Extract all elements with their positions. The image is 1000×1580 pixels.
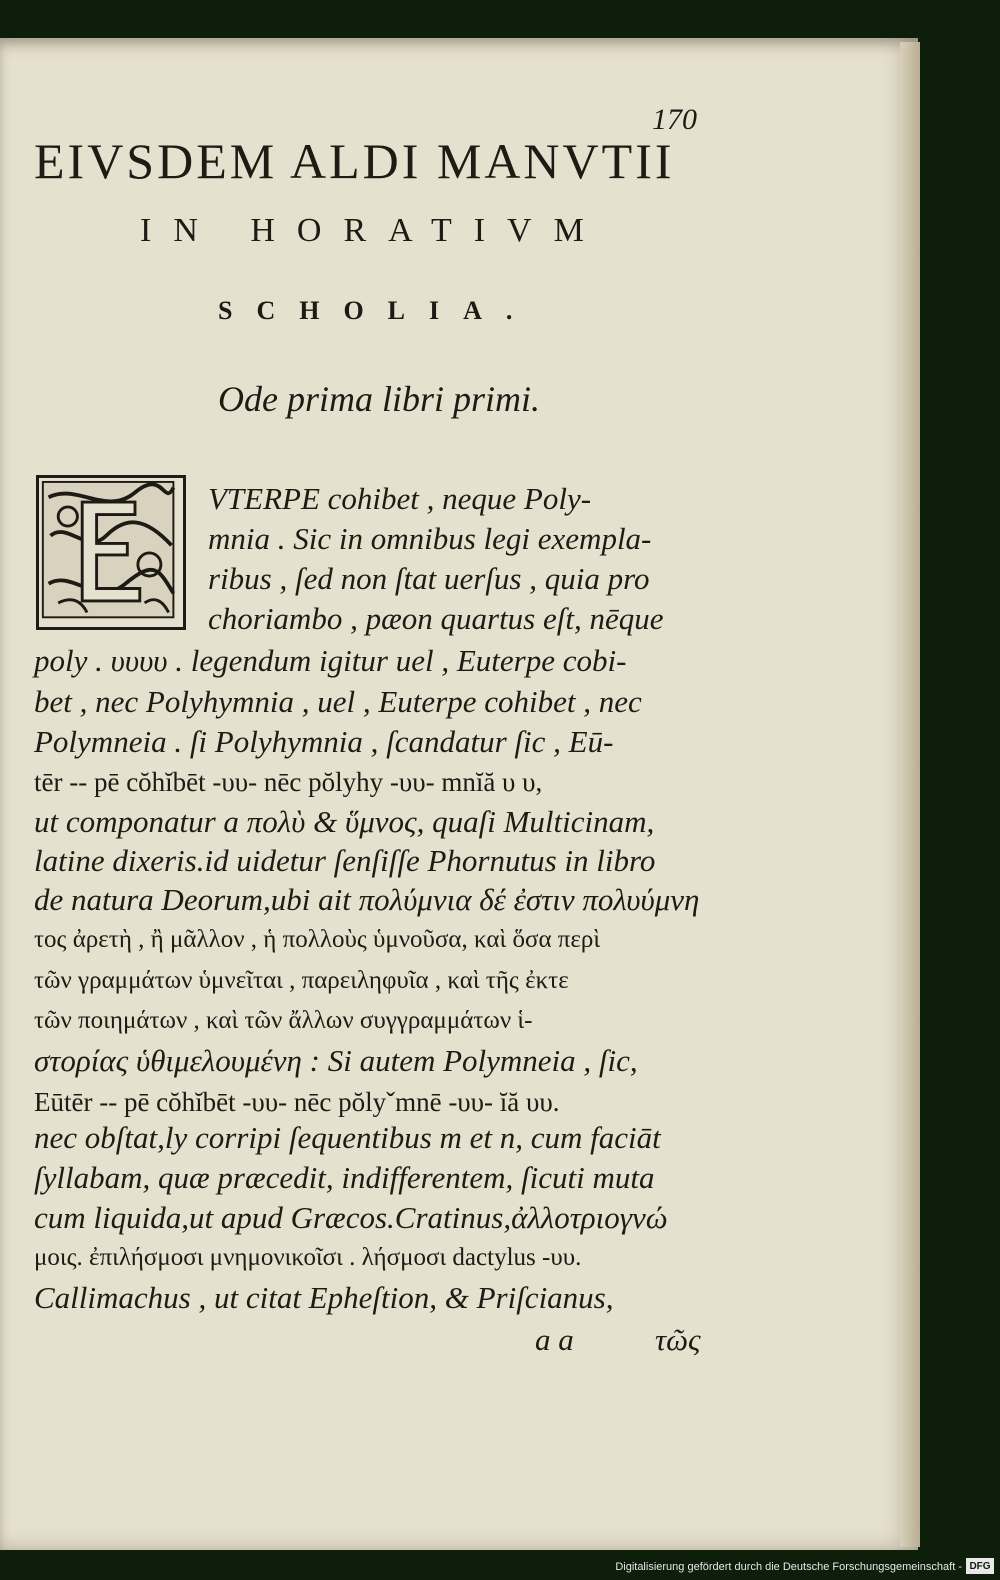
signature-mark: a a (535, 1322, 574, 1357)
text-line: latine dixeris.id uidetur ſenſiſſe Phornutus in libro (34, 843, 656, 878)
page-number: 170 (652, 103, 697, 136)
text-line: στορίας ὑθιμελουμένη : Si autem Polymneia , ſic, (34, 1043, 638, 1078)
heading-line-2: IN HORATIVM (140, 212, 606, 249)
text-line: poly . υυυυ . legendum igitur uel , Euterpe cobi- (34, 643, 627, 678)
heading-line-3: SCHOLIA. (218, 296, 537, 325)
text-line: ut componatur a πολὺ & ὕμνος, quaſi Multicinam, (34, 804, 655, 839)
text-line: ſyllabam, quæ præcedit, indifferentem, ſicuti muta (34, 1160, 655, 1195)
catchword: τῶς (655, 1322, 701, 1357)
digitization-credit: Digitalisierung gefördert durch die Deutsche Forschungsgemeinschaft - (615, 1560, 962, 1573)
text-line: τῶν ποιημάτων , καὶ τῶν ἄλλων συγγραμμάτων ἱ- (34, 1007, 533, 1034)
text-line: bet , nec Polyhymnia , uel , Euterpe cohibet , nec (34, 684, 642, 719)
text-line: τῶν γραμμάτων ὑμνεῖται , παρειληφυῖα , καὶ τῆς ἐκτε (34, 967, 569, 994)
text-line: VTERPE cohibet , neque Poly- (208, 481, 592, 516)
text-line: Polymneia . ſi Polyhymnia , ſcandatur ſic , Eū- (34, 724, 614, 759)
heading-line-1: EIVSDEM ALDI MANVTII (34, 133, 675, 189)
text-line: τος ἀρετὴ , ἢ μᾶλλον , ἡ πολλοὺς ὑμνοῦσα, καὶ ὅσα περὶ (34, 926, 601, 953)
text-line: μοις. ἐπιλήσμοσι μνημονικοῖσι . λήσμοσι dactylus -υυ. (34, 1244, 582, 1271)
decorated-initial-e (36, 475, 186, 630)
ornament-icon (39, 478, 183, 627)
text-line: Eūtēr -- pē cŏhĭbēt -υυ- nēc pŏlyˇmnē -υυ- ĭă υυ. (34, 1087, 560, 1117)
text-line: de natura Deorum,ubi ait πολύμνια δέ ἐστιν πολυύμνη (34, 882, 700, 917)
dfg-logo: DFG (966, 1558, 994, 1574)
page-edge (900, 42, 920, 1547)
text-line: tēr -- pē cŏhĭbēt -υυ- nēc pŏlyhy -υυ- mnĭă υ υ, (34, 767, 543, 797)
text-line: choriambo , pæon quartus eſt, nēque (208, 601, 664, 636)
text-line: nec obſtat,ly corripi ſequentibus m et n, cum faciāt (34, 1120, 661, 1155)
section-subtitle: Ode prima libri primi. (218, 379, 541, 419)
text-line: Callimachus , ut citat Epheſtion, & Priſcianus, (34, 1280, 614, 1315)
text-line: cum liquida,ut apud Græcos.Cratinus,ἀλλοτριογνώ (34, 1200, 668, 1235)
text-line: mnia . Sic in omnibus legi exempla- (208, 521, 652, 556)
text-line: ribus , ſed non ſtat uerſus , quia pro (208, 561, 650, 596)
